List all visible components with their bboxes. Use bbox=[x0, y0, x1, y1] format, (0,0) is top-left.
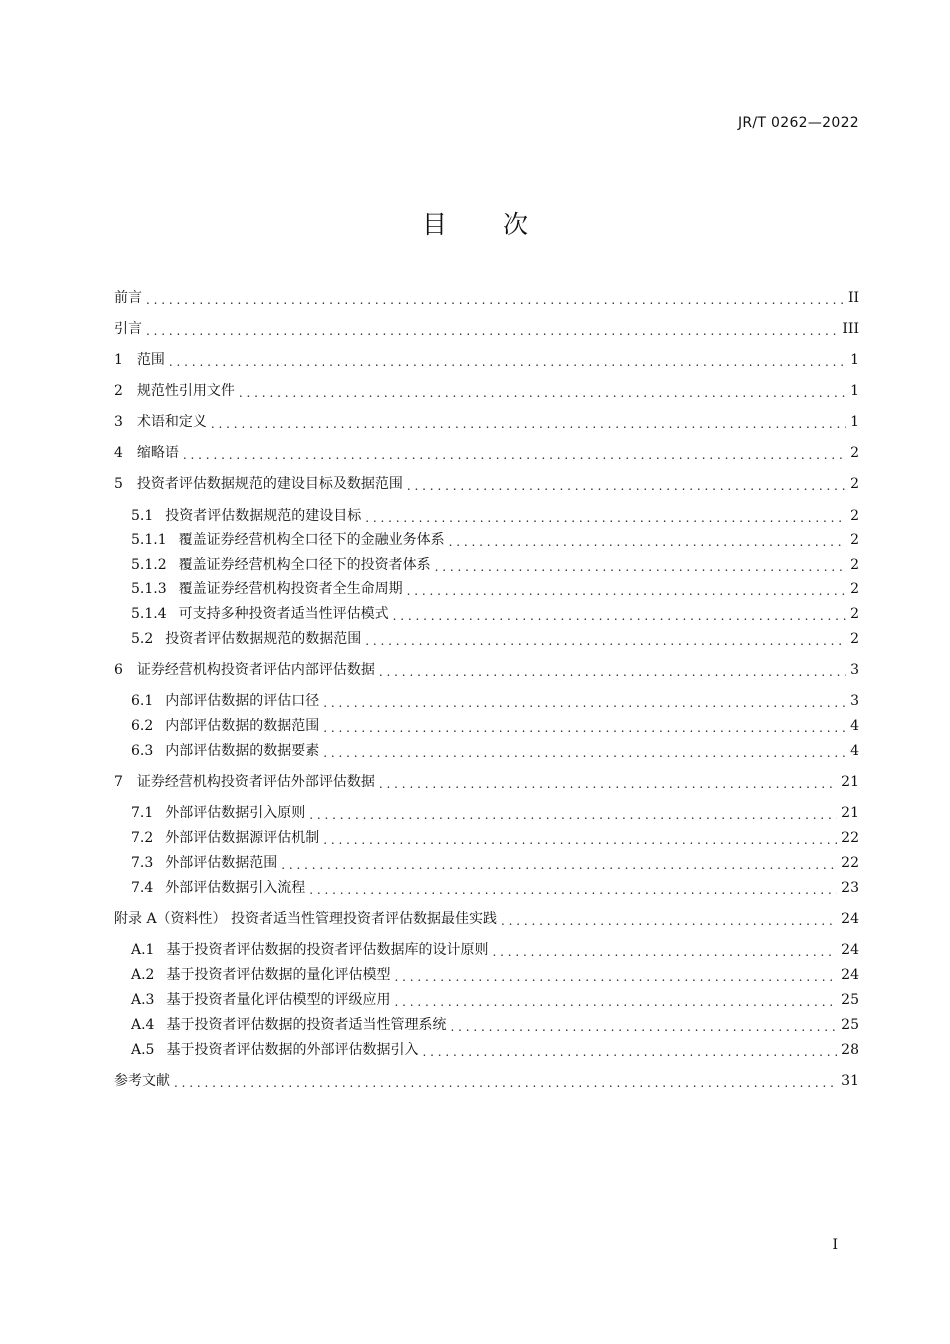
standard-code: JR/T 0262—2022 bbox=[737, 115, 859, 131]
dot-leader bbox=[379, 665, 846, 679]
toc-entry-page: 4 bbox=[850, 718, 859, 734]
toc-entry-number: A.3 bbox=[131, 992, 155, 1008]
toc-entry[interactable] bbox=[131, 689, 859, 713]
toc-entry-page: 25 bbox=[841, 1017, 859, 1033]
toc-entry[interactable] bbox=[131, 739, 859, 763]
dot-leader bbox=[309, 883, 837, 897]
toc-entry-page: 1 bbox=[850, 414, 859, 430]
toc-entry[interactable] bbox=[131, 1038, 859, 1062]
toc-entry-page: 28 bbox=[841, 1042, 859, 1058]
toc-entry-page: 1 bbox=[850, 383, 859, 399]
toc-entry[interactable] bbox=[131, 504, 859, 528]
toc-entry-text: 内部评估数据的评估口径 bbox=[165, 693, 320, 709]
toc-entry[interactable] bbox=[114, 441, 859, 465]
toc-entry[interactable] bbox=[131, 963, 859, 987]
dot-leader bbox=[393, 609, 846, 623]
dot-leader bbox=[394, 970, 837, 984]
toc-entry-number: 5.2 bbox=[131, 631, 154, 647]
toc-entry-page: III bbox=[842, 321, 859, 337]
toc-entry-page: 2 bbox=[850, 581, 859, 597]
toc-entry-text: 引言 bbox=[114, 321, 142, 337]
toc-entry-text: 参考文献 bbox=[114, 1073, 170, 1089]
toc-entry-page: 4 bbox=[850, 743, 859, 759]
page-title: 目次 bbox=[421, 210, 584, 239]
dot-leader bbox=[422, 1045, 837, 1059]
toc-entry-number: 6.1 bbox=[131, 693, 154, 709]
toc-entry-number: 6.2 bbox=[131, 718, 154, 734]
toc-entry[interactable] bbox=[114, 907, 859, 931]
footer-page-number: I bbox=[832, 1237, 838, 1253]
dot-leader bbox=[169, 355, 846, 369]
dot-leader bbox=[281, 858, 837, 872]
toc-entry-text: 投资者评估数据规范的建设目标及数据范围 bbox=[136, 476, 403, 492]
toc-entry-page: 2 bbox=[850, 532, 859, 548]
toc-entry[interactable] bbox=[131, 528, 859, 552]
toc-entry[interactable] bbox=[131, 1013, 859, 1037]
toc-entry-number: 1 bbox=[114, 352, 123, 368]
toc-entry[interactable] bbox=[114, 658, 859, 682]
dot-leader bbox=[211, 417, 846, 431]
toc-entry-number: 5.1.4 bbox=[131, 606, 167, 622]
toc-entry[interactable] bbox=[114, 317, 859, 341]
toc-entry[interactable] bbox=[114, 472, 859, 496]
toc-entry-page: 22 bbox=[841, 830, 859, 846]
toc-entry-text: 投资者评估数据规范的建设目标 bbox=[165, 508, 362, 524]
toc-entry-page: 3 bbox=[850, 693, 859, 709]
dot-leader bbox=[239, 386, 846, 400]
dot-leader bbox=[323, 696, 846, 710]
dot-leader bbox=[183, 448, 846, 462]
toc-entry-text: 覆盖证券经营机构全口径下的金融业务体系 bbox=[178, 532, 445, 548]
toc-entry-page: 31 bbox=[841, 1073, 859, 1089]
toc-entry-text: 外部评估数据引入流程 bbox=[165, 880, 306, 896]
dot-leader bbox=[365, 511, 846, 525]
toc-entry-text: 内部评估数据的数据范围 bbox=[165, 718, 320, 734]
toc-entry-number: 7 bbox=[114, 774, 123, 790]
toc-entry[interactable] bbox=[114, 410, 859, 434]
toc-entry[interactable] bbox=[114, 348, 859, 372]
dot-leader bbox=[435, 560, 846, 574]
toc-entry-page: II bbox=[847, 290, 859, 306]
toc-entry-text: 附录 A（资料性） 投资者适当性管理投资者评估数据最佳实践 bbox=[114, 911, 498, 927]
toc-entry-page: 2 bbox=[850, 476, 859, 492]
toc-entry-page: 24 bbox=[841, 967, 859, 983]
dot-leader bbox=[379, 777, 837, 791]
toc-entry-text: 内部评估数据的数据要素 bbox=[165, 743, 320, 759]
dot-leader bbox=[146, 324, 838, 338]
toc-entry-text: 基于投资者评估数据的投资者适当性管理系统 bbox=[166, 1017, 447, 1033]
toc-entry-page: 23 bbox=[841, 880, 859, 896]
toc-entry[interactable] bbox=[131, 801, 859, 825]
toc-entry-page: 1 bbox=[850, 352, 859, 368]
dot-leader bbox=[450, 1020, 837, 1034]
toc-entry-number: A.5 bbox=[131, 1042, 155, 1058]
dot-leader bbox=[323, 833, 837, 847]
toc-entry[interactable] bbox=[114, 286, 859, 310]
toc-entry-text: 规范性引用文件 bbox=[136, 383, 235, 399]
toc-entry-text: 证券经营机构投资者评估外部评估数据 bbox=[136, 774, 375, 790]
dot-leader bbox=[323, 721, 846, 735]
toc-entry-page: 2 bbox=[850, 606, 859, 622]
dot-leader bbox=[501, 914, 837, 928]
toc-entry[interactable] bbox=[131, 714, 859, 738]
toc-entry-text: 外部评估数据范围 bbox=[165, 855, 278, 871]
toc-entry-page: 2 bbox=[850, 445, 859, 461]
toc-entry-number: A.2 bbox=[131, 967, 155, 983]
toc-entry[interactable] bbox=[131, 577, 859, 601]
toc-entry-page: 21 bbox=[841, 805, 859, 821]
toc-entry-page: 21 bbox=[841, 774, 859, 790]
toc-entry-number: 7.1 bbox=[131, 805, 154, 821]
toc-entry[interactable] bbox=[131, 938, 859, 962]
dot-leader bbox=[394, 995, 837, 1009]
toc-entry[interactable] bbox=[114, 1069, 859, 1093]
toc-entry-text: 基于投资者量化评估模型的评级应用 bbox=[166, 992, 391, 1008]
dot-leader bbox=[323, 746, 846, 760]
toc-entry[interactable] bbox=[131, 876, 859, 900]
toc-entry-number: 5 bbox=[114, 476, 123, 492]
toc-entry[interactable] bbox=[131, 988, 859, 1012]
toc-entry-text: 外部评估数据源评估机制 bbox=[165, 830, 320, 846]
dot-leader bbox=[407, 584, 846, 598]
dot-leader bbox=[174, 1076, 837, 1090]
dot-leader bbox=[449, 535, 846, 549]
toc-entry-page: 24 bbox=[841, 911, 859, 927]
toc-entry-number: 4 bbox=[114, 445, 123, 461]
toc-entry[interactable] bbox=[114, 770, 859, 794]
toc-entry-text: 外部评估数据引入原则 bbox=[165, 805, 306, 821]
dot-leader bbox=[146, 293, 844, 307]
toc-entry-text: 缩略语 bbox=[136, 445, 179, 461]
toc-entry-page: 2 bbox=[850, 557, 859, 573]
toc-entry-page: 22 bbox=[841, 855, 859, 871]
toc-entry-text: 基于投资者评估数据的量化评估模型 bbox=[166, 967, 391, 983]
toc-entry-page: 2 bbox=[850, 631, 859, 647]
toc-entry-number: 7.2 bbox=[131, 830, 154, 846]
toc-entry-text: 可支持多种投资者适当性评估模式 bbox=[178, 606, 389, 622]
toc-entry-text: 覆盖证券经营机构全口径下的投资者体系 bbox=[178, 557, 431, 573]
toc-entry[interactable] bbox=[131, 851, 859, 875]
toc-entry-number: 3 bbox=[114, 414, 123, 430]
dot-leader bbox=[309, 808, 837, 822]
toc-entry-number: 6.3 bbox=[131, 743, 154, 759]
toc-entry[interactable] bbox=[131, 553, 859, 577]
toc-entry-text: 基于投资者评估数据的外部评估数据引入 bbox=[166, 1042, 419, 1058]
toc-entry-number: 5.1.2 bbox=[131, 557, 167, 573]
toc-entry-number: 5.1 bbox=[131, 508, 154, 524]
toc-entry-number: A.1 bbox=[131, 942, 155, 958]
dot-leader bbox=[365, 634, 846, 648]
dot-leader bbox=[492, 945, 837, 959]
toc-entry[interactable] bbox=[114, 379, 859, 403]
toc-entry-page: 2 bbox=[850, 508, 859, 524]
toc-entry-number: A.4 bbox=[131, 1017, 155, 1033]
toc-entry-text: 前言 bbox=[114, 290, 142, 306]
toc-entry-number: 5.1.1 bbox=[131, 532, 167, 548]
toc-entry-number: 7.3 bbox=[131, 855, 154, 871]
toc-entry-page: 24 bbox=[841, 942, 859, 958]
dot-leader bbox=[407, 479, 846, 493]
toc-entry-text: 覆盖证券经营机构投资者全生命周期 bbox=[178, 581, 403, 597]
toc-entry-number: 7.4 bbox=[131, 880, 154, 896]
toc-entry-number: 2 bbox=[114, 383, 123, 399]
toc-entry[interactable] bbox=[131, 627, 859, 651]
toc-entry-number: 6 bbox=[114, 662, 123, 678]
toc-entry-page: 25 bbox=[841, 992, 859, 1008]
toc-entry-number: 5.1.3 bbox=[131, 581, 167, 597]
toc-entry-text: 范围 bbox=[136, 352, 165, 368]
toc-entry-text: 证券经营机构投资者评估内部评估数据 bbox=[136, 662, 375, 678]
toc-entry-text: 基于投资者评估数据的投资者评估数据库的设计原则 bbox=[166, 942, 489, 958]
toc-entry[interactable] bbox=[131, 602, 859, 626]
toc-entry-text: 术语和定义 bbox=[136, 414, 207, 430]
toc-entry-page: 3 bbox=[850, 662, 859, 678]
toc-entry-text: 投资者评估数据规范的数据范围 bbox=[165, 631, 362, 647]
toc-entry[interactable] bbox=[131, 826, 859, 850]
